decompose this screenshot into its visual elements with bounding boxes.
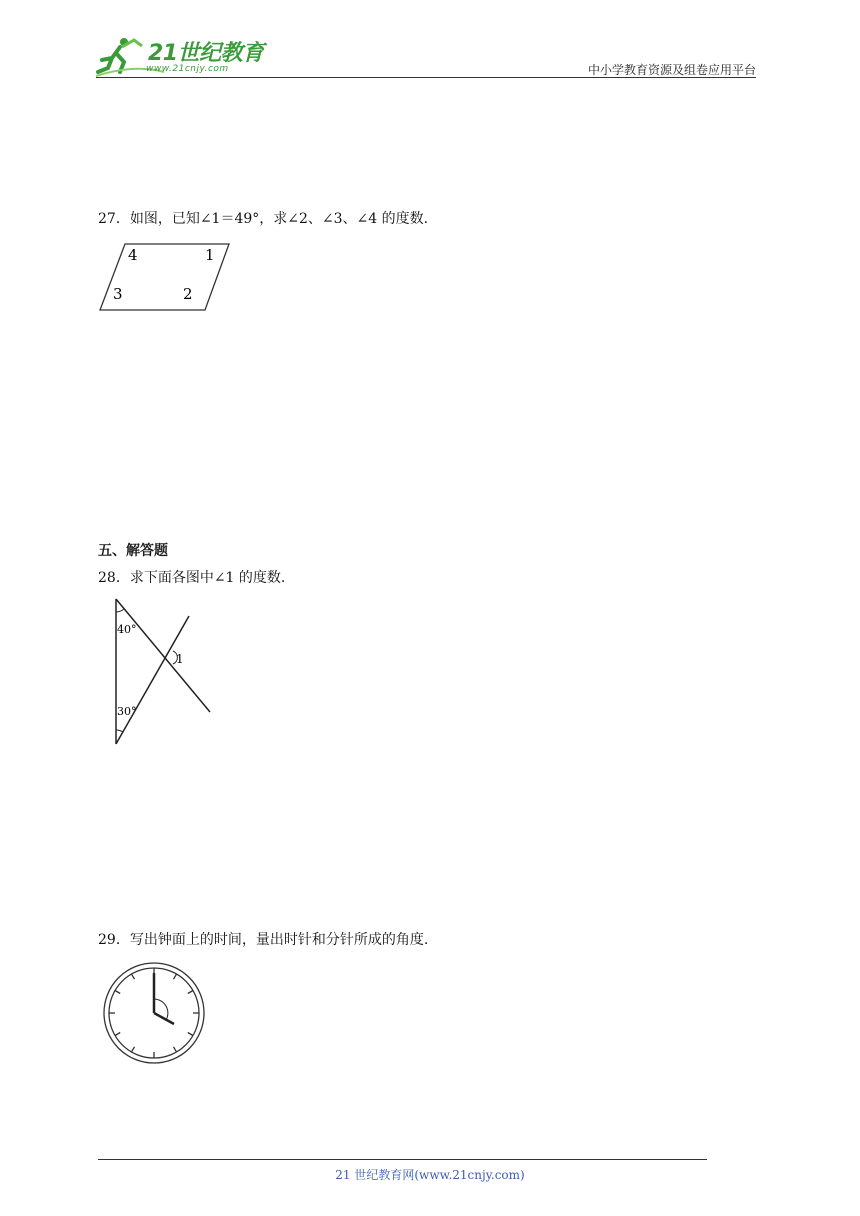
clock-tick [115, 991, 120, 994]
angle-label-3: 3 [113, 285, 123, 303]
parallelogram-figure [96, 240, 236, 316]
clock-tick [132, 1047, 135, 1052]
section-title: 五、解答题 [98, 543, 168, 559]
hour-hand [154, 1013, 174, 1024]
clock-tick [188, 991, 193, 994]
question-27-text: 27．如图，已知∠1＝49°，求∠2、∠3、∠4 的度数. [98, 211, 429, 227]
clock-tick [174, 974, 177, 979]
clock-tick [188, 1033, 193, 1036]
diagonal-line-1 [116, 599, 210, 712]
angle-label-1: 1 [205, 246, 215, 264]
question-28-text: 28．求下面各图中∠1 的度数. [98, 570, 286, 586]
angle-label-4: 4 [128, 246, 138, 264]
angle-label-2: 2 [183, 285, 193, 303]
angle-arc-bottom [116, 730, 123, 732]
platform-title: 中小学教育资源及组卷应用平台 [587, 63, 756, 77]
triangle-figure [104, 594, 220, 750]
footer-divider [98, 1159, 707, 1160]
clock-tick [132, 974, 135, 979]
angle-arc-top [116, 609, 124, 612]
angle-label-30: 30° [117, 705, 137, 718]
clock-tick [115, 1033, 120, 1036]
clock-tick [174, 1047, 177, 1052]
clock-face [100, 961, 208, 1065]
logo-text: 21世纪教育 [148, 41, 264, 66]
footer-text: 21 世纪教育网(www.21cnjy.com) [335, 1168, 525, 1182]
angle-label-40: 40° [117, 623, 137, 636]
angle-label-1: 1 [176, 652, 184, 666]
header-divider [96, 77, 756, 78]
question-29-text: 29．写出钟面上的时间，量出时针和分针所成的角度. [98, 932, 429, 948]
logo-url: www.21cnjy.com [146, 64, 229, 74]
